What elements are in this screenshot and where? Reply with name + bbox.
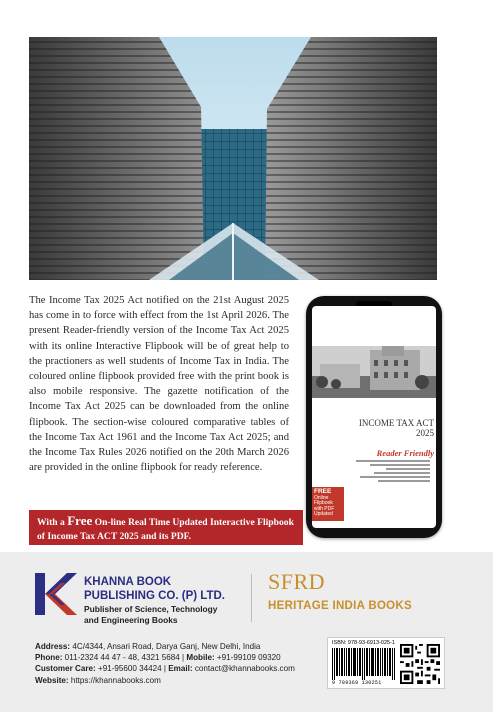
cover-small-text	[356, 460, 430, 485]
isbn-text: ISBN: 978-93-6913-025-1	[332, 640, 395, 646]
cover-photo-buildings	[29, 37, 437, 280]
barcode-digits: 9 789369 130251	[332, 680, 382, 686]
cover-free-text: Online Flipbook with PDF Updated	[314, 494, 335, 517]
heritage-india-books: HERITAGE INDIA BOOKS	[268, 600, 413, 612]
cover-free-badge	[312, 487, 344, 521]
phone-screen	[312, 306, 436, 528]
khanna-logo-icon	[35, 573, 77, 615]
cover-building-photo	[312, 346, 436, 398]
website-line: Website: https://khannabooks.com	[35, 675, 161, 685]
address-line: Address: 4C/4344, Ansari Road, Darya Ganj, New Delhi, India	[35, 642, 261, 651]
sfrd-logo: SFRD	[268, 569, 326, 594]
banner-free-word: Free	[67, 513, 93, 528]
cover-year: 2025	[416, 428, 434, 438]
cover-title: INCOME TAX ACT	[358, 418, 434, 428]
barcode-panel	[327, 637, 445, 689]
qr-code-icon	[400, 644, 440, 684]
footer	[0, 552, 493, 712]
cover-free-title: FREE	[314, 488, 332, 495]
publisher-tagline: Publisher of Science, Technology and Engineering Books	[84, 604, 218, 625]
barcode-icon	[332, 648, 396, 680]
customer-care-line: Customer Care: +91-95600 34424 | Email: contact@khannabooks.com	[35, 664, 295, 674]
footer-divider	[251, 574, 252, 622]
phone-mockup	[306, 296, 442, 538]
banner-text-after: On-line Real Time Updated Interactive Flipbook of Income Tax ACT 2025 and its PDF.	[37, 517, 294, 542]
publisher-name: KHANNA BOOK PUBLISHING CO. (P) LTD.	[84, 576, 225, 602]
description-paragraph: The Income Tax 2025 Act notified on the 21st August 2025 has come in to force with effect from the 1st April 2026. The present Reader-friendly version of the Income Tax Act 2025 with its online Interactive Flipbook will be of great help to the practioners as well students of Income Tax in India. The coloured online flipbook provided free with the print book is also mobile responsive. The gazette notification of the Income Tax Act 2025 can be downloaded from the online flipbook. The section-wise coloured comparative tables of the Income Tax Act 1961 and the Income Tax Act 2025; and the Income Tax Rules 2026 notified on the 20th March 2026 are provided in the online flipbook for ready reference.	[29, 295, 289, 474]
free-flipbook-banner	[29, 510, 303, 545]
phone-line: Phone: 011-2324 44 47 - 48, 4321 5684 | Mobile: +91-99109 09320	[35, 653, 281, 663]
contact-details	[35, 641, 325, 686]
cover-subtitle: Reader Friendly	[376, 448, 434, 458]
banner-text-before: With a	[37, 517, 68, 528]
